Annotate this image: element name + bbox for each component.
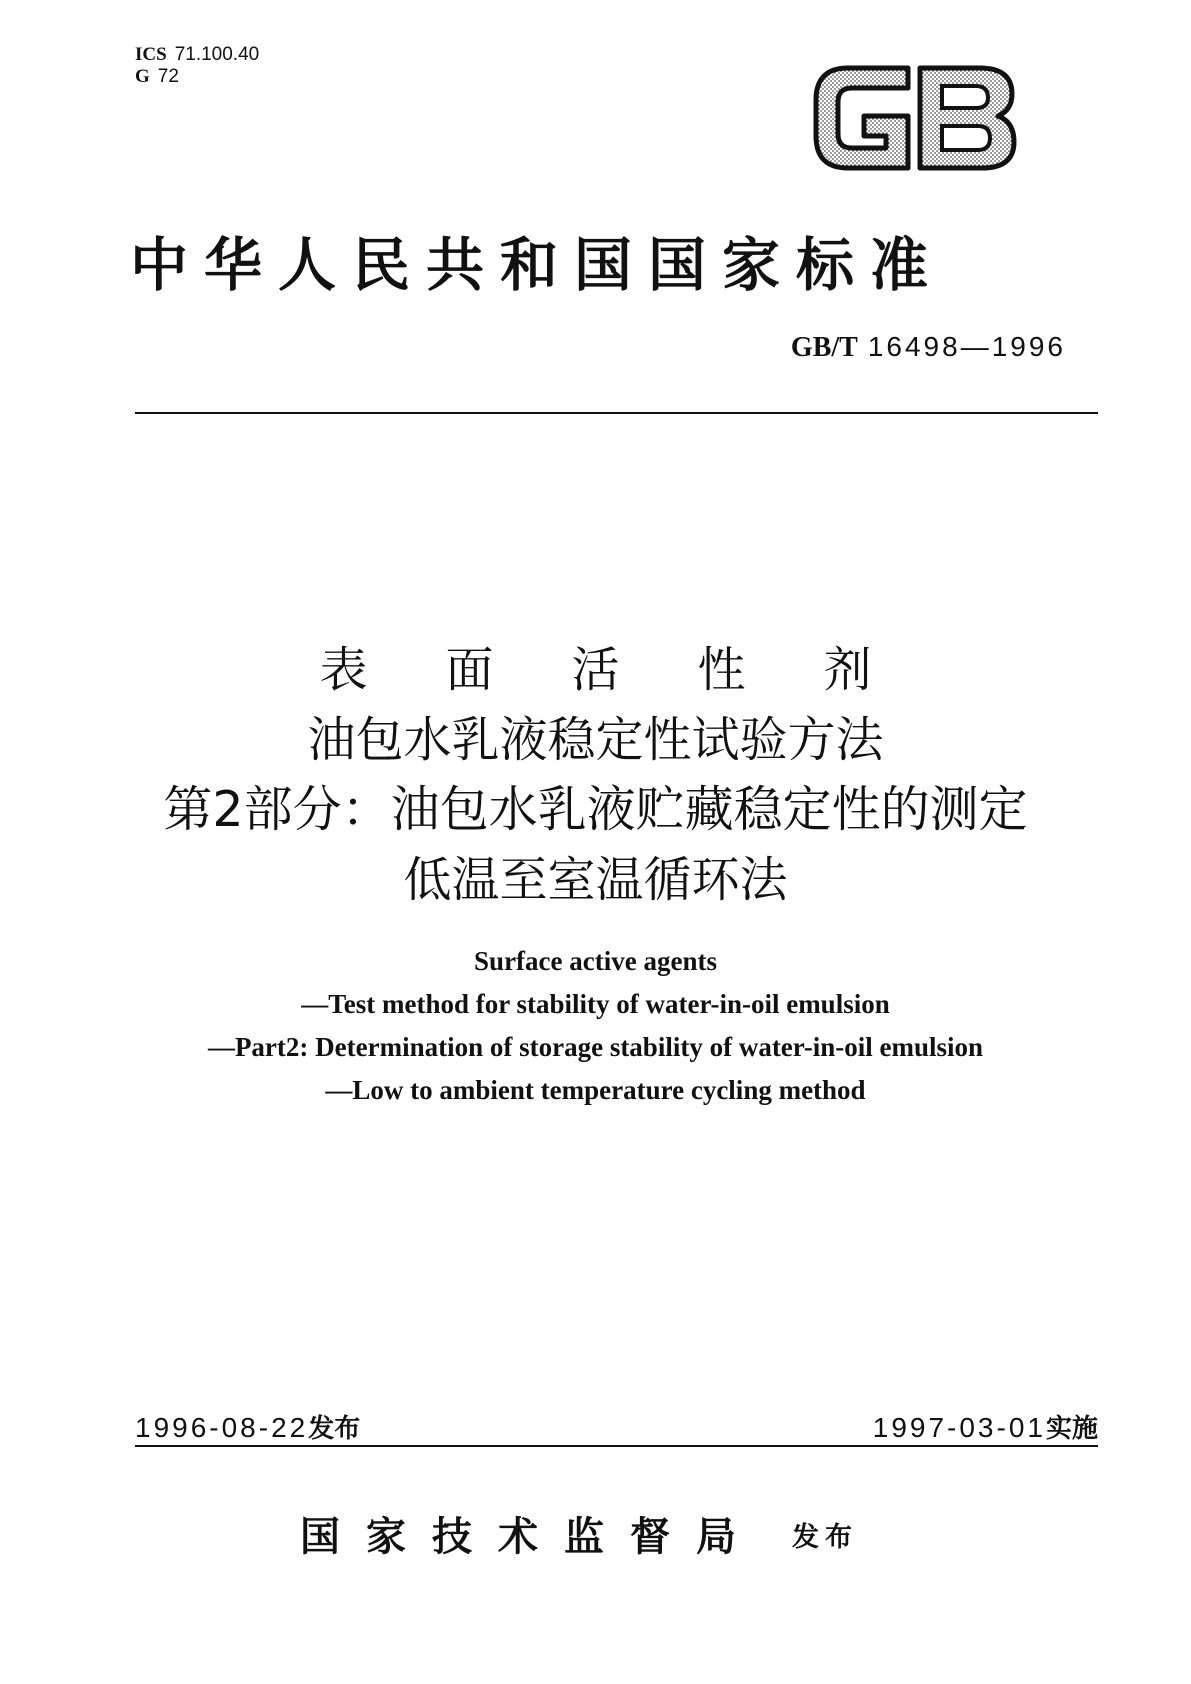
english-title-line-4: —Low to ambient temperature cycling method <box>325 1075 866 1105</box>
chinese-title-line-4: 低温至室温循环法 <box>403 852 788 908</box>
gb-logo <box>808 58 1020 178</box>
standard-number <box>791 330 1066 364</box>
english-title-line-3: —Part2: Determination of storage stability of water-in-oil emulsion <box>207 1032 984 1062</box>
ics-code: 71.100.40 <box>174 44 260 65</box>
chinese-title-line-3: 第2部分：油包水乳液贮藏稳定性的测定 <box>163 781 1028 838</box>
effective-date-value: 1997-03-01 <box>872 1412 1046 1443</box>
chinese-title <box>0 635 1191 915</box>
issue-date-value: 1996-08-22 <box>135 1412 309 1443</box>
ics-line <box>135 44 259 66</box>
classification-codes <box>135 44 259 88</box>
effective-date <box>873 1408 1098 1445</box>
english-title-line-1: Surface active agents <box>474 946 717 976</box>
issue-date <box>135 1408 360 1445</box>
effective-date-label: 实施 <box>1045 1414 1098 1444</box>
issue-date-label: 发布 <box>308 1414 361 1444</box>
ics-label: ICS <box>135 44 167 65</box>
publisher-action: 发布 <box>792 1522 858 1553</box>
national-standard-title: 中华人民共和国国家标准 <box>130 231 945 299</box>
english-title <box>0 940 1191 1112</box>
ccs-code: 72 <box>157 66 179 87</box>
chinese-title-line-2: 油包水乳液稳定性试验方法 <box>307 712 884 768</box>
english-title-line-2: —Test method for stability of water-in-oil emulsion <box>301 989 890 1019</box>
chinese-title-line-1: 表面活性剂 <box>319 642 950 698</box>
publisher-line <box>300 1505 858 1562</box>
top-divider <box>135 412 1098 414</box>
standard-code: 16498—1996 <box>867 331 1066 362</box>
ccs-label: G <box>135 66 150 87</box>
ccs-line <box>135 66 259 88</box>
standard-prefix: GB/T <box>790 332 858 363</box>
gb-logo-text: GB <box>808 58 810 59</box>
publisher-name: 国家技术监督局 <box>300 1513 762 1560</box>
bottom-divider <box>135 1445 1098 1447</box>
